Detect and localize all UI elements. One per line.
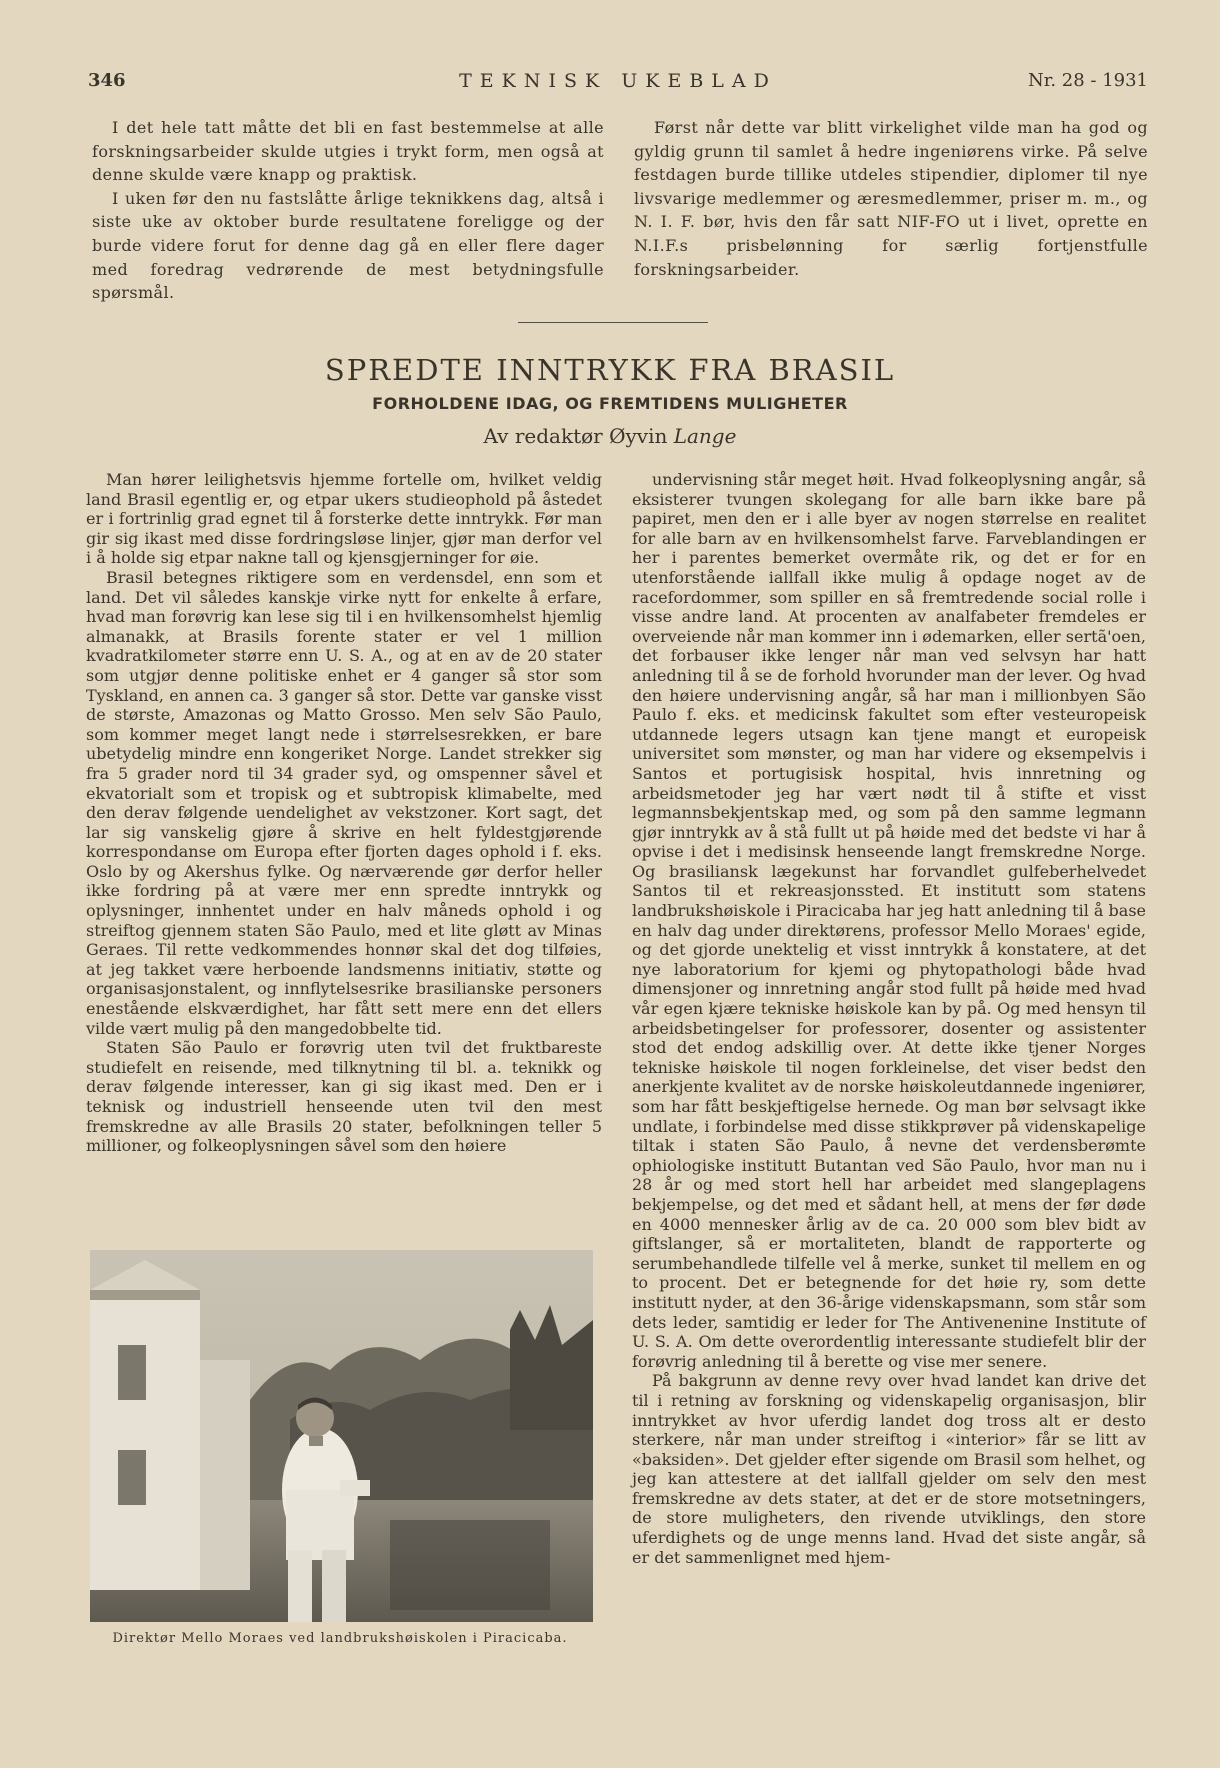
photograph <box>90 1250 593 1622</box>
article-subtitle: FORHOLDENE IDAG, OG FREMTIDENS MULIGHETER <box>372 394 848 413</box>
paragraph: undervisning står meget høit. Hvad folkeoplysning angår, så eksisterer tvungen skolegang for alle barn ikke bare på papiret, men den er i alle byer av nogen størrelse en realitet for alle barn av en hvilkensomhelst farve. Farveblandingen er her i parentes bemerket overmåte rik, og det er for en utenforstående iallfall ikke mulig å opdage noget av de racefordommer, som spiller en så fremtredende social rolle i visse andre land. At procenten av analfabeter fremdeles er overveiende når man kommer inn i ødemarken, eller sertã'oen, det forbauser ikke lenger når man ved selvsyn har hatt anledning til å se de forhold hvorunder man der lever. Og hvad den høiere undervisning angår, så har man i millionbyen São Paulo f. eks. et medicinsk fakultet som efter vesteuropeisk utdannede legers utsagn kan tjene mangt et europeisk universitet som mønster, og man har videre og eksempelvis i Santos et portugisisk hospital, hvis innretning og arbeidsmetoder jeg har vært nødt til å stifte et visst legmannsbekjentskap med, og som på den samme legmann gjør inntrykk av å stå fullt ut på høide med det bedste vi har å opvise i det i medisinsk henseende langt fremskredne Norge. Og brasiliansk lægekunst har forvandlet gulfeberhelvedet Santos til et rekreasjonssted. Et institutt som statens landbrukshøiskole i Piracicaba har jeg hatt anledning til å base en halv dag under direktørens, professor Mello Moraes' egide, og det gjorde unektelig et visst inntrykk å konstatere, at det nye laboratorium for kjemi og phytopathologi både hvad dimensjoner og innretning angår stod fullt på høide med hvad vår egen kjære tekniske høiskole kan by på. Og med hensyn til arbeidsbetingelser for professorer, dosenter og assistenter stod det endog adskillig over. At dette ikke tjener Norges tekniske høiskole til nogen forkleinelse, det viser bedst den anerkjente kvalitet av de norske høiskoleutdannede ingeniører, som har fått beskjeftigelse hernede. Og man bør selvsagt ikke undlate, i forbindelse med disse stikkprøver på videnskapelige tiltak i staten São Paulo, å nevne det verdensberømte ophiologiske institutt Butantan ved São Paulo, hvor man nu i 28 år og med stort hell har arbeidet med slangeplagens bekjempelse, og det med et sådant hell, at mens der før døde en 4000 mennesker årlig av de ca. 20 000 som blev bidt av giftslanger, så er mortaliteten, blandt de rapporterte og serumbehandlede tilfelle vel å merke, sunket til mellem en og to procent. Det er betegnende for det høie ry, som dette institutt nyder, at den 36-årige videnskapsmann, som står som dets leder, samtidig er leder for The Antivenenine Institute of U. S. A. Om dette overordentlig interessante studiefelt blir der forøvrig anledning til å berette og vise mer senere. <box>632 470 1146 1371</box>
journal-name: TEKNISK UKEBLAD <box>459 70 777 92</box>
photo-caption: Direktør Mello Moraes ved landbrukshøiskolen i Piracicaba. <box>112 1631 568 1646</box>
paragraph: Først når dette var blitt virkelighet vilde man ha god og gyldig grunn til samlet å hedre ingeniørens virke. På selve festdagen burde tillike utdeles stipendier, diplomer til nye livsvarige medlemmer og æresmedlemmer, priser m. m., og N. I. F. bør, hvis den får satt NIF-FO ut i livet, oprette en N.I.F.s prisbelønning for særlig fortjenstfulle forskningsarbeider. <box>634 118 1148 279</box>
issue-number: Nr. 28 - 1931 <box>1027 70 1148 91</box>
top-left-column <box>92 116 604 305</box>
paragraph: Brasil betegnes riktigere som en verdensdel, enn som et land. Det vil således kanskje virke nytt for enkelte å erfare, hvad man forøvrig kan lese sig til i en hvilkensomhelst hjemlig almanakk, at Brasils forente stater er vel 1 million kvadratkilometer større enn U. S. A., og at en av de 20 stater som utgjør denne politiske enhet er 4 ganger så stor som Tyskland, en annen ca. 3 ganger så stor. Dette var ganske visst de største, Amazonas og Matto Grosso. Men selv São Paulo, som kommer meget langt nede i størrelsesrekken, er bare ubetydelig mindre enn kongeriket Norge. Landet strekker sig fra 5 grader nord til 34 grader syd, og omspenner såvel et ekvatorialt som et tropisk og et subtropisk klimabelte, med den derav følgende uendelighet av vekstzoner. Kort sagt, det lar sig vanskelig gjøre å skrive en helt fyldestgjørende korrespondanse om Europa efter fjorten dages ophold i f. eks. Oslo by og Akershus fylke. Og nærværende gør derfor heller ikke fordring på at være mer enn spredte inntrykk og oplysninger, innhentet under en halv måneds ophold i og streiftog gjennem staten São Paulo, med et lite gløtt av Minas Geraes. Til rette vedkommendes honnør skal det dog tilføies, at jeg takket være herboende landsmenns initiativ, støtte og organisasjonstalent, og innflytelsesrike brasilianske personers enestående elskværdighet, har fått sett mere enn det ellers vilde vært mulig på den mangedobbelte tid. <box>86 567 602 1038</box>
left-article-column <box>86 470 602 1156</box>
article-byline <box>0 422 1220 450</box>
paragraph: I uken før den nu fastslåtte årlige teknikkens dag, altså i siste uke av oktober burde resultatene foreligge og der burde videre forut for denne dag gå en eller flere dager med foredrag vedrørende de mest betydningsfulle spørsmål. <box>92 188 604 303</box>
paragraph: I det hele tatt måtte det bli en fast bestemmelse at alle forskningsarbeider skulde utgies i trykt form, men også at denne skulde være knapp og praktisk. <box>92 118 604 185</box>
section-divider <box>518 322 708 323</box>
byline-prefix: Av redaktør Øyvin <box>483 424 668 448</box>
top-right-column <box>634 116 1148 281</box>
article-title: SPREDTE INNTRYKK FRA BRASIL <box>324 353 896 387</box>
paragraph: Staten São Paulo er forøvrig uten tvil det fruktbareste studiefelt en reisende, med tilknytning til bl. a. teknikk og derav følgende interesser, kan gi sig ikast med. Den er i teknisk og industriell henseende uten tvil den mest fremskredne av alle Brasils 20 stater, befolkningen teller 5 millioner, og folkeoplysningen såvel som den høiere <box>86 1038 602 1156</box>
paragraph: På bakgrunn av denne revy over hvad landet kan drive det til i retning av forskning og videnskapelig organisasjon, blir inntrykket av hvor uferdig landet dog tross alt er desto sterkere, når man under streiftog i «interior» får se litt av «baksiden». Det gjelder efter sigende om Brasil som helhet, og jeg kan attestere at det iallfall gjelder om selv den mest fremskredne av dets stater, at det er de store motsetningers, de store muligheters, den rivende utviklings, den store uferdighets og de unge menns land. Hvad det siste angår, så er det sammenlignet med hjem- <box>632 1371 1146 1567</box>
byline-name: Lange <box>673 424 737 448</box>
page-number: 346 <box>88 70 126 91</box>
photo-image <box>90 1250 593 1622</box>
paragraph: Man hører leilighetsvis hjemme fortelle om, hvilket veldig land Brasil egentlig er, og etpar ukers studieophold på åstedet er i fortrinlig grad egnet til å forsterke dette inntrykk. Før man gir sig ikast med disse fordringsløse linjer, gjør man derfor vel i å holde sig etpar nakne tall og kjensgjerninger for øie. <box>86 470 602 568</box>
right-article-column <box>632 470 1146 1567</box>
running-head <box>88 68 1148 94</box>
